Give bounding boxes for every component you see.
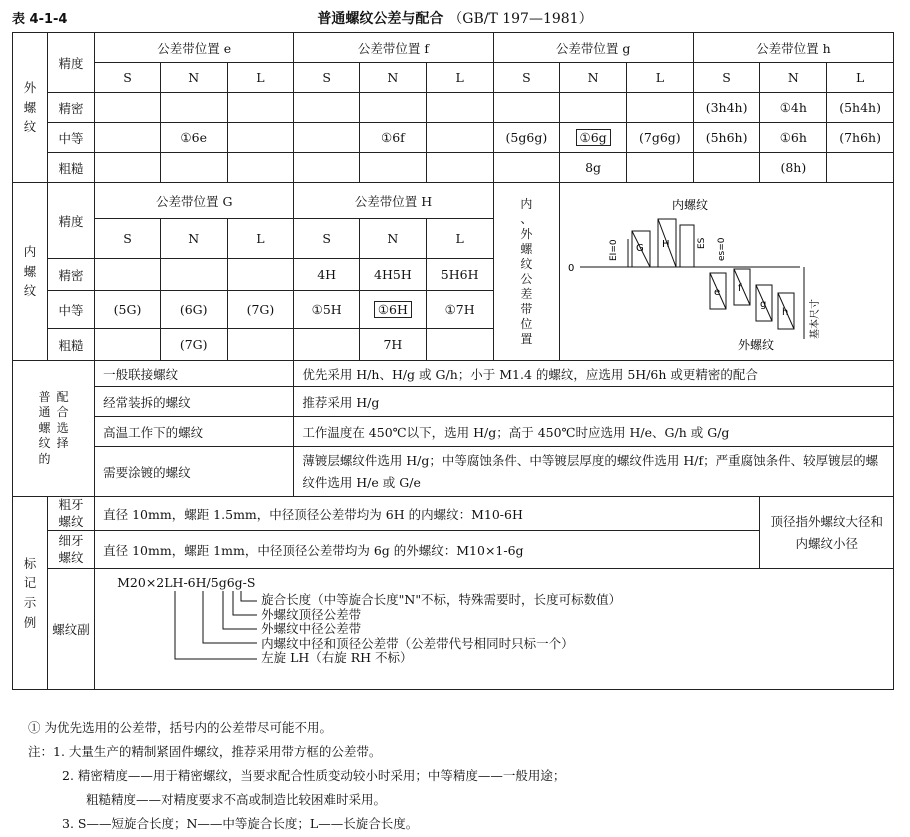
tolerance-diagram: [560, 183, 894, 361]
table-header: [0, 4, 910, 30]
internal-thread-label: 内 螺 纹: [13, 183, 48, 361]
fit-rule: 推荐采用 H/g: [294, 387, 894, 417]
zone-g-label: g: [760, 298, 767, 310]
row-label: 粗糙: [47, 329, 94, 361]
cell: [294, 153, 360, 183]
cell: (7G): [227, 291, 294, 329]
row-label: 精密: [47, 93, 94, 123]
cell: [227, 329, 294, 361]
cell: [426, 153, 493, 183]
pair-label: 螺纹副: [47, 569, 94, 690]
cell: (7g6g): [626, 123, 693, 153]
cell: [827, 153, 894, 183]
tolerance-zone-diagram: [560, 189, 884, 355]
external-thread-label: 外 螺 纹: [13, 33, 48, 183]
cell: (7h6h): [827, 123, 894, 153]
col-l: L: [227, 63, 294, 93]
cell: [426, 123, 493, 153]
cell: (8h): [760, 153, 827, 183]
boxed-value: ①6g: [576, 129, 611, 146]
fine-text: 直径 10mm，螺距 1mm，中径顶径公差带均为 6g 的外螺纹：M10×1-6g: [95, 531, 760, 569]
internal-label: 内螺纹: [672, 197, 709, 212]
cell: [626, 93, 693, 123]
cell: [227, 259, 294, 291]
cell: (5h6h): [693, 123, 760, 153]
fit-title: [13, 361, 95, 497]
fit-case: 需要涂镀的螺纹: [95, 447, 294, 497]
pos-G-header: 公差带位置 G: [95, 183, 294, 219]
leader: [223, 591, 257, 629]
zone-G-label: G: [636, 242, 644, 254]
pos-g-header: 公差带位置 g: [493, 33, 693, 63]
example-code: M20×2LH-6H/5g6g-S: [117, 575, 256, 590]
fit-row: [13, 361, 894, 387]
cell: ①4h: [760, 93, 827, 123]
cell: [95, 93, 161, 123]
cell: ①6f: [360, 123, 427, 153]
marking-title: 标 记 示 例: [13, 497, 48, 690]
cell: [95, 329, 161, 361]
coarse-label: 粗牙 螺纹: [47, 497, 94, 531]
cell: [360, 93, 427, 123]
explain-item: 外螺纹顶径公差带: [261, 606, 362, 622]
row-label: 精密: [47, 259, 94, 291]
fit-title-b: 配 合 选 择: [56, 389, 69, 451]
col-l: L: [426, 219, 493, 259]
cell: [227, 93, 294, 123]
ext-fine-row: [13, 93, 894, 123]
col-l: L: [626, 63, 693, 93]
cell: [426, 93, 493, 123]
explain-item: 旋合长度（中等旋合长度"N"不标，特殊需要时，长度可标数值）: [261, 592, 622, 607]
table-title: [0, 8, 910, 28]
row-label: 中等: [47, 291, 94, 329]
col-s: S: [95, 219, 161, 259]
es-label: es=0: [717, 237, 728, 261]
cell-boxed: [360, 291, 427, 329]
col-n: N: [160, 63, 227, 93]
fit-rule: 工作温度在 450℃以下，选用 H/g；高于 450℃时应选用 H/e、G/h 或 G/g: [294, 417, 894, 447]
coarse-text: 直径 10mm，螺距 1.5mm，中径顶径公差带均为 6H 的内螺纹：M10-6H: [95, 497, 760, 531]
table-number: 表 4-1-4: [12, 12, 68, 27]
cell: (6G): [160, 291, 227, 329]
fine-label: 细牙 螺纹: [47, 531, 94, 569]
pos-e-header: 公差带位置 e: [95, 33, 294, 63]
zone-f-label: f: [738, 282, 742, 294]
explain-item: 内螺纹中径和顶径公差带（公差带代号相同时只标一个）: [261, 635, 574, 651]
zone-h-label: h: [782, 306, 789, 318]
leader: [233, 591, 257, 615]
cell: [160, 153, 227, 183]
side-note: 顶径指外螺纹大径和内螺纹小径: [760, 497, 894, 569]
col-l: L: [426, 63, 493, 93]
col-s: S: [693, 63, 760, 93]
cell: ①5H: [294, 291, 360, 329]
cell: [227, 153, 294, 183]
title-code: （GB/T 197—1981）: [448, 11, 593, 27]
pos-h-header: 公差带位置 h: [693, 33, 893, 63]
fit-rule: 优先采用 H/h、H/g 或 G/h；小于 M1.4 的螺纹，应选用 5H/6h 或更精密的配合: [294, 361, 894, 387]
cell: 4H5H: [360, 259, 427, 291]
col-n: N: [160, 219, 227, 259]
cell: [360, 153, 427, 183]
cell: [626, 153, 693, 183]
cell: (7G): [160, 329, 227, 361]
zone-H-label: H: [662, 238, 670, 250]
col-n: N: [760, 63, 827, 93]
fit-row: [13, 387, 894, 417]
cell: [426, 329, 493, 361]
fit-row: [13, 447, 894, 497]
row-label: 粗糙: [47, 153, 94, 183]
note: 3. S——短旋合长度；N——中等旋合长度；L——长旋合长度。: [62, 816, 419, 831]
col-n: N: [360, 63, 427, 93]
ext-coarse-row: [13, 153, 894, 183]
cell: [227, 123, 294, 153]
ES-label: ES: [697, 237, 708, 249]
tolerance-table: [12, 32, 894, 690]
explain-list: [261, 593, 621, 666]
cell: [95, 259, 161, 291]
row-label: 中等: [47, 123, 94, 153]
cell: [493, 153, 560, 183]
col-s: S: [493, 63, 560, 93]
col-n: N: [360, 219, 427, 259]
hatch: [734, 269, 750, 305]
pos-f-header: 公差带位置 f: [294, 33, 493, 63]
col-s: S: [95, 63, 161, 93]
cell: ①6e: [160, 123, 227, 153]
fit-title-a: 普 通 螺 纹 的: [38, 389, 51, 466]
fit-rule: 薄镀层螺纹件选用 H/g；中等腐蚀条件、中等镀层厚度的螺纹件选用 H/f；严重腐蚀条件、较厚镀层的螺纹件选用 H/e 或 G/e: [294, 447, 894, 497]
cell: [560, 93, 627, 123]
zero-label: 0: [568, 262, 575, 274]
leader: [203, 591, 257, 643]
zone-box: [680, 225, 694, 267]
cell: 4H: [294, 259, 360, 291]
pair-example: [95, 569, 894, 690]
notes: [28, 716, 565, 836]
diagram-title: 内 、 外 螺 纹 公 差 带 位 置: [493, 183, 560, 361]
precision-header: 精度: [47, 183, 94, 259]
ext-medium-row: [13, 123, 894, 153]
title-text: 普通螺纹公差与配合: [317, 11, 444, 27]
basic-label: 基本尺寸: [810, 298, 822, 339]
EI-label: EI=0: [609, 238, 620, 261]
marking-pair-row: [13, 569, 894, 690]
cell: ①7H: [426, 291, 493, 329]
marking-coarse-row: [13, 497, 894, 531]
zone-e-label: e: [714, 286, 721, 298]
fit-case: 经常装拆的螺纹: [95, 387, 294, 417]
col-l: L: [827, 63, 894, 93]
col-s: S: [294, 219, 360, 259]
cell: [95, 153, 161, 183]
fit-case: 一般联接螺纹: [95, 361, 294, 387]
explain-item: 左旋 LH（右旋 RH 不标）: [261, 650, 413, 665]
cell: [95, 123, 161, 153]
cell: 7H: [360, 329, 427, 361]
fit-row: [13, 417, 894, 447]
cell: [693, 153, 760, 183]
boxed-value: ①6H: [374, 301, 412, 318]
pos-H-header: 公差带位置 H: [294, 183, 493, 219]
note: 2. 精密精度——用于精密螺纹，当要求配合性质变动较小时采用；中等精度——一般用途；: [62, 768, 566, 783]
cell: 8g: [560, 153, 627, 183]
cell: [294, 93, 360, 123]
cell: ①6h: [760, 123, 827, 153]
col-n: N: [560, 63, 627, 93]
explain-item: 外螺纹中径公差带: [261, 621, 362, 636]
note: 粗糙精度——对精度要求不高或制造比较困难时采用。: [86, 792, 387, 807]
cell: [294, 123, 360, 153]
col-s: S: [294, 63, 360, 93]
note: ① 为优先选用的公差带，括号内的公差带尽可能不用。: [28, 720, 332, 735]
col-l: L: [227, 219, 294, 259]
cell: [160, 259, 227, 291]
ext-snl-row: [13, 63, 894, 93]
leader: [241, 591, 257, 601]
cell: 5H6H: [426, 259, 493, 291]
cell: [294, 329, 360, 361]
cell: [493, 93, 560, 123]
note: 注：1. 大量生产的精制紧固件螺纹，推荐采用带方框的公差带。: [28, 744, 382, 759]
cell: [160, 93, 227, 123]
cell: (5G): [95, 291, 161, 329]
precision-header: 精度: [47, 33, 94, 93]
external-label: 外螺纹: [738, 337, 775, 352]
cell: (3h4h): [693, 93, 760, 123]
cell: (5g6g): [493, 123, 560, 153]
fit-case: 高温工作下的螺纹: [95, 417, 294, 447]
cell-boxed: [560, 123, 627, 153]
cell: (5h4h): [827, 93, 894, 123]
